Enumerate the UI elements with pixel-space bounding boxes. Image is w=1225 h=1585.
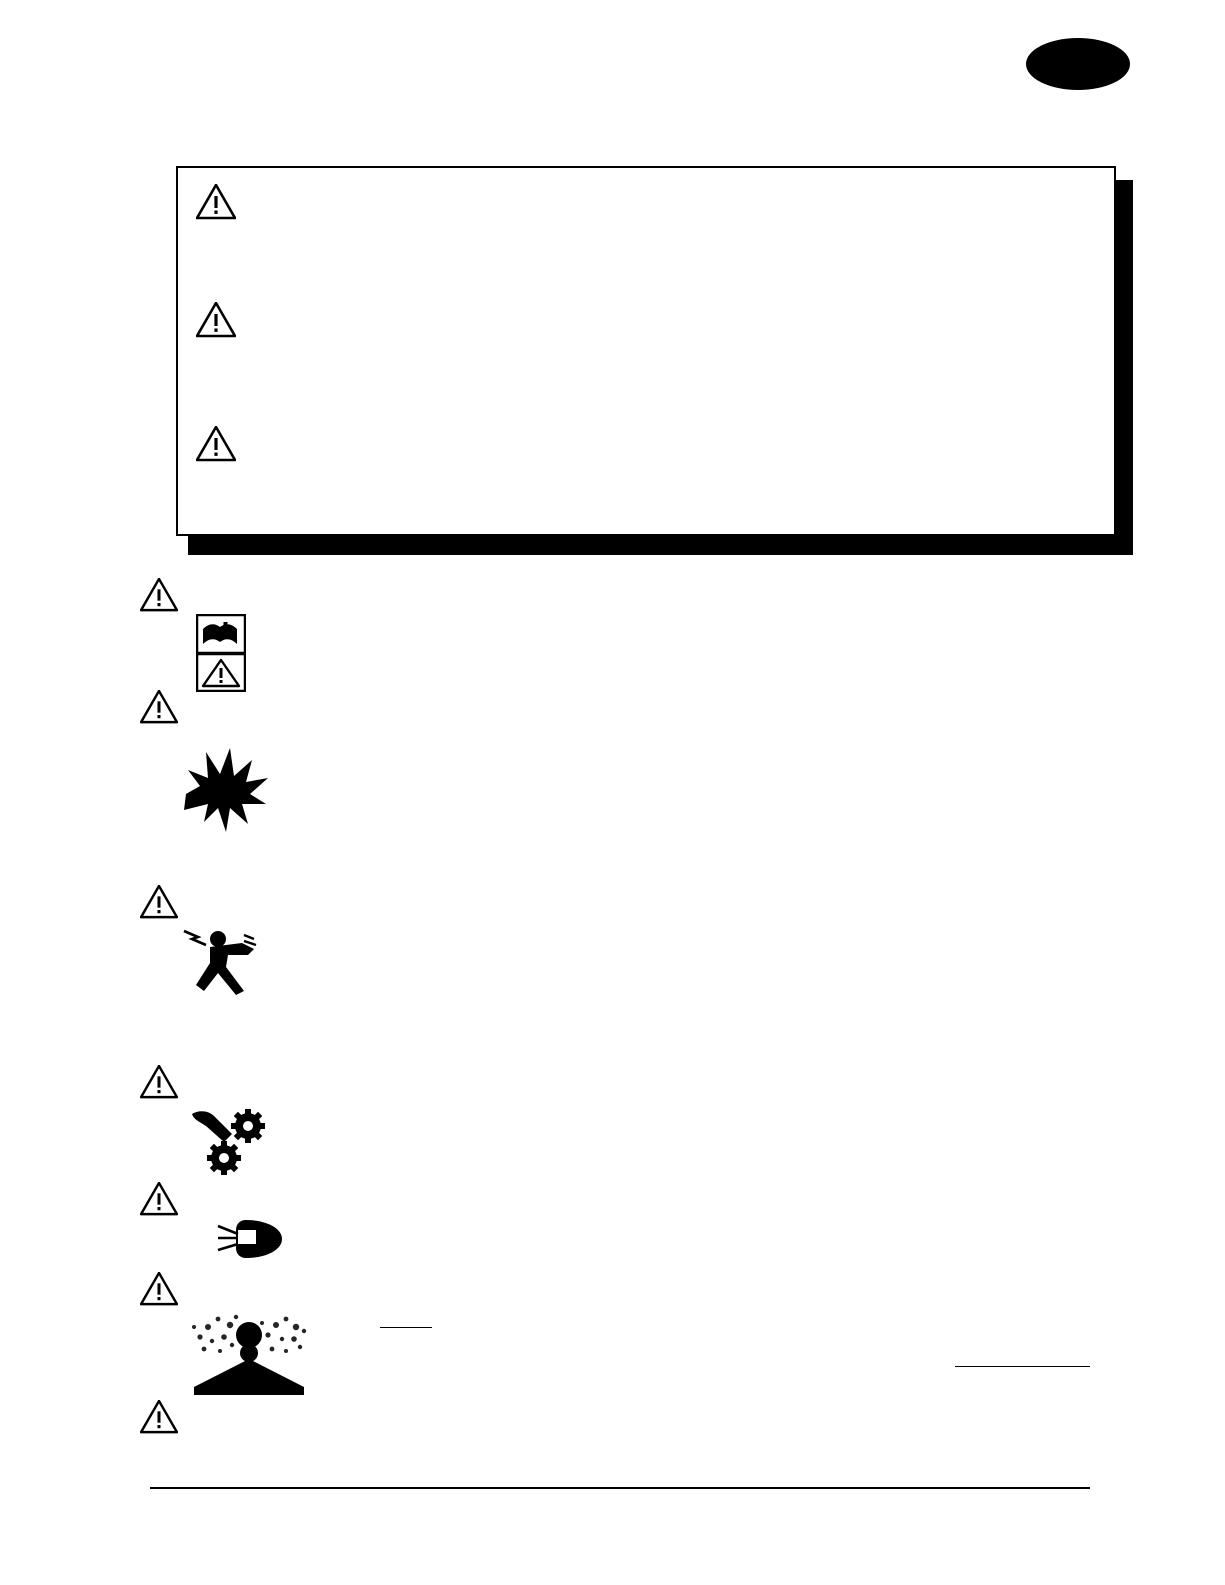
warning-triangle-icon	[140, 578, 178, 617]
warning-triangle-icon	[140, 1065, 178, 1104]
footer-divider	[150, 1487, 1090, 1489]
warning-row	[178, 302, 1114, 338]
text-underline-segment	[380, 1327, 432, 1328]
explosion-icon	[178, 742, 274, 839]
warning-triangle-icon	[140, 1182, 178, 1221]
warning-triangle-icon	[140, 1400, 178, 1439]
warning-triangle-icon	[196, 184, 236, 220]
dust-inhalation-icon	[186, 1305, 312, 1402]
warning-row	[178, 426, 1114, 462]
warning-triangle-icon	[140, 1272, 178, 1311]
rotating-gears-hand-icon	[188, 1108, 274, 1181]
warning-triangle-icon	[140, 885, 178, 924]
face-shield-icon	[216, 1218, 284, 1265]
warning-row	[178, 184, 1114, 220]
warning-box	[176, 166, 1116, 536]
text-underline-segment	[955, 1366, 1090, 1367]
page-number-badge	[1026, 38, 1130, 90]
warning-triangle-icon	[196, 302, 236, 338]
read-manual-icon	[196, 614, 246, 697]
warning-triangle-icon	[140, 690, 178, 729]
warning-triangle-icon	[196, 426, 236, 462]
electric-shock-icon	[182, 925, 266, 1006]
